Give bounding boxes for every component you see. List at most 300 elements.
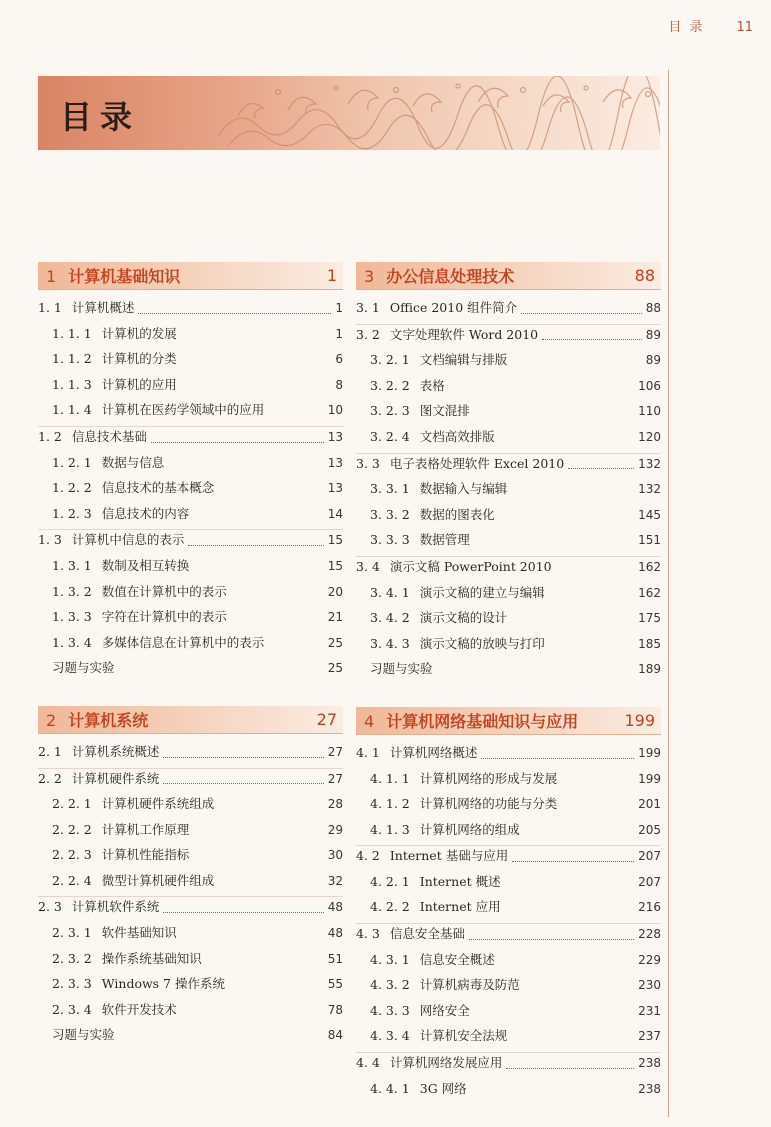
toc-subsection-entry[interactable] xyxy=(38,556,343,582)
chapter-heading-label xyxy=(46,264,180,287)
entry-page-number: 28 xyxy=(327,797,343,812)
entry-number: 3. 2. 1 xyxy=(370,352,410,368)
toc-subsection-entry[interactable] xyxy=(38,949,343,975)
entry-label xyxy=(370,1026,507,1044)
entry-label xyxy=(38,742,159,760)
entry-title: 表格 xyxy=(419,377,445,393)
toc-subsection-entry[interactable] xyxy=(38,582,343,608)
chapter-title: 计算机网络基础知识与应用 xyxy=(386,711,579,731)
entry-title: 数值在计算机中的表示 xyxy=(101,583,227,599)
entry-number: 4. 1. 1 xyxy=(370,770,410,786)
entry-label xyxy=(52,478,214,496)
entry-label xyxy=(356,325,538,343)
chapter-heading[interactable] xyxy=(356,262,661,290)
entry-label xyxy=(370,794,557,812)
entry-page-number: 15 xyxy=(327,558,343,573)
entry-page-number: 132 xyxy=(638,482,661,497)
chapter-number: 3 xyxy=(364,267,375,286)
toc-subsection-entry[interactable] xyxy=(38,794,343,820)
entry-number: 1. 1. 4 xyxy=(52,402,92,418)
entry-title: 微型计算机硬件组成 xyxy=(101,872,215,888)
toc-subsection-entry[interactable] xyxy=(356,427,661,453)
entry-page-number: 29 xyxy=(327,822,343,837)
toc-section-entry[interactable] xyxy=(356,1052,661,1079)
entry-number: 2. 3. 4 xyxy=(52,1001,92,1017)
entry-page-number: 13 xyxy=(327,455,343,470)
entry-title: 演示文稿的设计 xyxy=(419,610,508,626)
entry-title: 信息技术基础 xyxy=(71,428,147,444)
entry-page-number: 89 xyxy=(645,353,661,368)
entry-page-number: 199 xyxy=(638,745,661,760)
entry-page-number: 1 xyxy=(335,326,343,341)
entry-title: 操作系统基础知识 xyxy=(101,950,202,966)
entry-title: 计算机在医药学领域中的应用 xyxy=(101,402,265,418)
entry-label xyxy=(370,350,507,368)
entry-label xyxy=(52,794,214,812)
toc-section-entry[interactable] xyxy=(38,896,343,923)
entry-page-number: 132 xyxy=(638,456,661,471)
entry-page-number: 106 xyxy=(638,378,661,393)
toc-subsection-entry[interactable] xyxy=(356,608,661,634)
entry-page-number: 55 xyxy=(327,977,343,992)
entry-label xyxy=(370,1001,470,1019)
entry-page-number: 230 xyxy=(638,978,661,993)
entry-number: 1. 1. 1 xyxy=(52,325,92,341)
entry-title: Internet 应用 xyxy=(419,899,501,915)
entry-label xyxy=(52,504,189,522)
entry-page-number: 228 xyxy=(638,927,661,942)
entry-title: 多媒体信息在计算机中的表示 xyxy=(101,634,265,650)
chapter-heading[interactable] xyxy=(38,262,343,290)
entry-label xyxy=(370,376,445,394)
dot-leader xyxy=(506,1067,634,1069)
entry-title: 计算机病毒及防范 xyxy=(419,977,520,993)
page-title: 目录 xyxy=(60,98,141,136)
toc-subsection-entry[interactable] xyxy=(38,820,343,846)
chapter-page-number: 27 xyxy=(316,709,337,729)
entry-title: 信息安全基础 xyxy=(389,926,465,942)
dot-leader xyxy=(163,756,323,758)
entry-title: 计算机安全法规 xyxy=(419,1028,508,1044)
toc-subsection-entry[interactable] xyxy=(38,633,343,659)
entry-number: 1. 3. 4 xyxy=(52,634,92,650)
entry-page-number: 207 xyxy=(638,849,661,864)
entry-page-number: 78 xyxy=(327,1002,343,1017)
toc-section-entry[interactable] xyxy=(356,743,661,769)
entry-page-number: 145 xyxy=(638,507,661,522)
entry-number: 3. 2 xyxy=(356,326,380,342)
entry-page-number: 89 xyxy=(645,327,661,342)
entry-title: 软件开发技术 xyxy=(101,1001,177,1017)
running-head xyxy=(668,16,753,35)
entry-title: 计算机概述 xyxy=(71,300,135,315)
toc-subsection-entry[interactable] xyxy=(356,583,661,609)
chapter-heading-label xyxy=(46,708,148,731)
toc-subsection-entry[interactable] xyxy=(356,794,661,820)
entry-page-number: 30 xyxy=(327,848,343,863)
entry-label xyxy=(52,658,115,676)
entry-label xyxy=(370,659,433,677)
chapter-heading[interactable] xyxy=(38,706,343,734)
toc-column-right xyxy=(356,262,661,1104)
entry-label xyxy=(52,607,227,625)
entry-label xyxy=(356,298,517,316)
entry-number: 4. 3. 2 xyxy=(370,977,410,993)
entry-label xyxy=(52,375,177,393)
entry-title: 计算机中信息的表示 xyxy=(71,532,185,548)
toc-subsection-entry[interactable] xyxy=(38,845,343,871)
entry-title: 计算机网络的组成 xyxy=(419,821,520,837)
entry-label xyxy=(370,530,470,548)
toc-subsection-entry[interactable] xyxy=(356,1026,661,1052)
entry-number: 3. 4 xyxy=(356,558,380,574)
chapter-heading-label xyxy=(364,264,514,287)
entry-title: 演示文稿 PowerPoint 2010 xyxy=(389,558,552,574)
dot-leader xyxy=(521,312,642,314)
toc-subsection-entry[interactable] xyxy=(356,950,661,976)
entry-number: 2. 2 xyxy=(38,770,62,786)
entry-page-number: 151 xyxy=(638,533,661,548)
dot-leader xyxy=(542,338,642,340)
entry-title: 数据与信息 xyxy=(101,454,165,470)
entry-number: 4. 1 xyxy=(356,744,380,760)
toc-section-entry[interactable] xyxy=(356,923,661,950)
toc-column-left xyxy=(38,262,343,1051)
chapter-heading[interactable] xyxy=(356,707,661,735)
entry-page-number: 237 xyxy=(638,1029,661,1044)
entry-page-number: 21 xyxy=(327,610,343,625)
entry-label xyxy=(52,453,164,471)
entry-label xyxy=(52,349,177,367)
entry-number: 1. 3. 3 xyxy=(52,609,92,625)
entry-number: 4. 3. 3 xyxy=(370,1002,410,1018)
entry-title: Internet 基础与应用 xyxy=(389,848,509,864)
entry-label xyxy=(356,1053,502,1071)
toc-subsection-entry[interactable] xyxy=(356,479,661,505)
entry-page-number: 14 xyxy=(327,506,343,521)
toc-subsection-entry[interactable] xyxy=(38,504,343,530)
dot-leader xyxy=(568,467,634,469)
entry-title: 习题与实验 xyxy=(52,660,115,676)
entry-label xyxy=(52,871,214,889)
entry-page-number: 207 xyxy=(638,874,661,889)
entry-number: 1. 2. 3 xyxy=(52,505,92,521)
dot-leader xyxy=(163,911,323,913)
entry-number: 4. 4 xyxy=(356,1055,380,1071)
entry-number: 4. 3 xyxy=(356,926,380,942)
entry-title: 计算机软件系统 xyxy=(71,899,160,915)
entry-label xyxy=(52,1025,115,1043)
entry-page-number: 20 xyxy=(327,584,343,599)
entry-page-number: 6 xyxy=(335,352,343,367)
entry-label xyxy=(356,846,508,864)
entry-label xyxy=(38,298,134,316)
entry-title: 电子表格处理软件 Excel 2010 xyxy=(389,455,565,471)
running-head-title: 目 录 xyxy=(668,20,705,35)
entry-number: 2. 2. 2 xyxy=(52,821,92,837)
entry-page-number: 1 xyxy=(335,301,343,315)
entry-number: 1. 1. 3 xyxy=(52,376,92,392)
entry-title: 软件基础知识 xyxy=(101,925,177,941)
toc-subsection-entry[interactable] xyxy=(356,1079,661,1105)
toc-subsection-entry[interactable] xyxy=(356,1001,661,1027)
entry-page-number: 51 xyxy=(327,951,343,966)
entry-label xyxy=(52,556,189,574)
dot-leader xyxy=(469,938,634,940)
toc-subsection-entry[interactable] xyxy=(356,376,661,402)
chapter-number: 2 xyxy=(46,710,57,730)
chapter-page-number: 199 xyxy=(624,710,655,730)
chapter-title: 办公信息处理技术 xyxy=(386,267,515,286)
entry-title: 3G 网络 xyxy=(419,1080,467,1096)
entry-title: 计算机硬件系统 xyxy=(71,770,160,786)
entry-number: 2. 1 xyxy=(38,743,62,759)
entry-title: 计算机的分类 xyxy=(101,351,177,367)
entry-page-number: 216 xyxy=(638,900,661,915)
chapter-page-number: 88 xyxy=(634,266,655,285)
entry-label xyxy=(356,557,552,575)
entry-title: 习题与实验 xyxy=(370,661,433,677)
entry-number: 3. 2. 4 xyxy=(370,428,410,444)
page-edge-rule xyxy=(668,70,669,1117)
entry-title: 计算机网络的形成与发展 xyxy=(419,770,558,786)
entry-title: 数据管理 xyxy=(419,532,470,548)
entry-title: 数制及相互转换 xyxy=(101,557,190,573)
entry-title: 计算机硬件系统组成 xyxy=(101,796,215,812)
entry-title: 计算机性能指标 xyxy=(101,847,190,863)
entry-title: Internet 概述 xyxy=(419,873,501,889)
entry-title: 演示文稿的放映与打印 xyxy=(419,635,545,651)
entry-title: 信息技术的内容 xyxy=(101,505,190,521)
toc-section-entry[interactable] xyxy=(356,298,661,324)
entry-page-number: 162 xyxy=(638,559,661,574)
entry-title: 文档高效排版 xyxy=(419,428,495,444)
entry-page-number: 201 xyxy=(638,797,661,812)
entry-label xyxy=(52,582,227,600)
toc-subsection-entry[interactable] xyxy=(356,975,661,1001)
entry-number: 4. 1. 3 xyxy=(370,821,410,837)
toc-section-entry[interactable] xyxy=(38,742,343,768)
entry-page-number: 10 xyxy=(327,403,343,418)
entry-number: 1. 2. 1 xyxy=(52,454,92,470)
entry-page-number: 238 xyxy=(638,1081,661,1096)
wave-ornament xyxy=(218,76,660,150)
entry-page-number: 238 xyxy=(638,1056,661,1071)
entry-number: 1. 2 xyxy=(38,428,62,444)
entry-page-number: 27 xyxy=(327,771,343,786)
entry-number: 1. 3. 1 xyxy=(52,557,92,573)
entry-number: 3. 4. 2 xyxy=(370,610,410,626)
entry-page-number: 13 xyxy=(327,481,343,496)
entry-page-number: 199 xyxy=(638,771,661,786)
entry-label xyxy=(370,950,495,968)
entry-number: 4. 4. 1 xyxy=(370,1080,410,1096)
entry-page-number: 162 xyxy=(638,585,661,600)
running-head-page-number: 11 xyxy=(736,20,753,35)
entry-title: 字符在计算机中的表示 xyxy=(101,609,227,625)
entry-page-number: 229 xyxy=(638,952,661,967)
toc-subsection-entry[interactable] xyxy=(38,400,343,426)
entry-label xyxy=(370,769,557,787)
entry-page-number: 32 xyxy=(327,873,343,888)
toc-section-entry[interactable] xyxy=(356,556,661,583)
entry-page-number: 205 xyxy=(638,822,661,837)
toc-subsection-entry[interactable] xyxy=(38,453,343,479)
toc-subsection-entry[interactable] xyxy=(356,350,661,376)
entry-label xyxy=(370,583,545,601)
entry-number: 2. 2. 3 xyxy=(52,847,92,863)
toc-section-entry[interactable] xyxy=(38,298,343,324)
entry-label xyxy=(52,400,264,418)
entry-label xyxy=(370,401,470,419)
entry-number: 3. 4. 1 xyxy=(370,584,410,600)
toc-section-entry[interactable] xyxy=(38,529,343,556)
entry-title: 计算机的发展 xyxy=(101,325,177,341)
entry-title: Windows 7 操作系统 xyxy=(101,976,225,992)
entry-label xyxy=(370,505,495,523)
toc-subsection-entry[interactable] xyxy=(356,634,661,660)
entry-page-number: 15 xyxy=(327,533,343,548)
toc-section-entry[interactable] xyxy=(356,324,661,351)
entry-label xyxy=(52,633,264,651)
entry-label xyxy=(52,923,177,941)
chapter-gap xyxy=(356,685,661,707)
entry-title: 计算机网络的功能与分类 xyxy=(419,796,558,812)
entry-title: 文字处理软件 Word 2010 xyxy=(389,326,539,342)
toc-section-entry[interactable] xyxy=(38,768,343,795)
entry-title: 图文混排 xyxy=(419,403,470,419)
toc-subsection-entry[interactable] xyxy=(38,349,343,375)
dot-leader xyxy=(512,860,634,862)
toc-subsection-entry[interactable] xyxy=(356,769,661,795)
entry-page-number: 88 xyxy=(645,301,661,315)
toc-subsection-entry[interactable] xyxy=(38,658,343,684)
entry-number: 3. 3. 2 xyxy=(370,506,410,522)
entry-title: 计算机系统概述 xyxy=(71,743,160,759)
chapter-number: 4 xyxy=(364,711,375,731)
entry-label xyxy=(52,820,189,838)
toc-subsection-entry[interactable] xyxy=(356,530,661,556)
entry-number: 3. 4. 3 xyxy=(370,635,410,651)
chapter-title: 计算机基础知识 xyxy=(68,267,181,286)
entry-number: 2. 2. 4 xyxy=(52,872,92,888)
entry-label xyxy=(370,427,495,445)
chapter-page-number: 1 xyxy=(326,266,337,285)
entry-label xyxy=(370,897,501,915)
entry-page-number: 84 xyxy=(327,1028,343,1043)
entry-page-number: 110 xyxy=(638,404,661,419)
dot-leader xyxy=(188,544,323,546)
entry-title: 计算机网络发展应用 xyxy=(389,1055,503,1071)
toc-subsection-entry[interactable] xyxy=(38,324,343,350)
entry-label xyxy=(370,634,545,652)
toc-subsection-entry[interactable] xyxy=(356,505,661,531)
toc-section-entry[interactable] xyxy=(38,426,343,453)
chapter-heading-label xyxy=(364,709,578,732)
entry-label xyxy=(38,530,184,548)
toc-subsection-entry[interactable] xyxy=(356,897,661,923)
entry-number: 3. 3. 3 xyxy=(370,532,410,548)
toc-subsection-entry[interactable] xyxy=(38,1025,343,1051)
entry-number: 2. 3 xyxy=(38,899,62,915)
entry-number: 3. 3 xyxy=(356,455,380,471)
entry-page-number: 48 xyxy=(327,926,343,941)
entry-page-number: 25 xyxy=(327,661,343,676)
entry-label xyxy=(370,872,501,890)
entry-title: 信息安全概述 xyxy=(419,951,495,967)
entry-title: 计算机工作原理 xyxy=(101,821,190,837)
entry-label xyxy=(52,949,202,967)
entry-page-number: 8 xyxy=(335,377,343,392)
entry-number: 4. 1. 2 xyxy=(370,796,410,812)
entry-label xyxy=(38,769,159,787)
entry-title: 数据的图表化 xyxy=(419,506,495,522)
entry-number: 1. 1. 2 xyxy=(52,351,92,367)
toc-subsection-entry[interactable] xyxy=(38,375,343,401)
toc-subsection-entry[interactable] xyxy=(356,401,661,427)
entry-label xyxy=(38,427,147,445)
toc-subsection-entry[interactable] xyxy=(38,478,343,504)
entry-page-number: 13 xyxy=(327,429,343,444)
toc-subsection-entry[interactable] xyxy=(38,607,343,633)
toc-subsection-entry[interactable] xyxy=(38,871,343,897)
entry-label xyxy=(370,608,507,626)
entry-label xyxy=(370,820,520,838)
toc-section-entry[interactable] xyxy=(356,845,661,872)
chapter-gap xyxy=(38,684,343,706)
toc-subsection-entry[interactable] xyxy=(38,1000,343,1026)
entry-number: 4. 2 xyxy=(356,848,380,864)
entry-number: 4. 3. 1 xyxy=(370,951,410,967)
entry-title: 数据输入与编辑 xyxy=(419,481,508,497)
entry-page-number: 185 xyxy=(638,636,661,651)
dot-leader xyxy=(138,312,331,314)
entry-label xyxy=(370,1079,467,1097)
entry-number: 1. 2. 2 xyxy=(52,480,92,496)
entry-number: 3. 3. 1 xyxy=(370,481,410,497)
toc-subsection-entry[interactable] xyxy=(356,659,661,685)
entry-label xyxy=(52,845,189,863)
toc-subsection-entry[interactable] xyxy=(38,923,343,949)
toc-subsection-entry[interactable] xyxy=(356,872,661,898)
entry-number: 4. 2. 1 xyxy=(370,873,410,889)
entry-label xyxy=(356,743,477,761)
entry-title: 计算机网络概述 xyxy=(389,744,478,760)
entry-page-number: 27 xyxy=(327,744,343,759)
toc-subsection-entry[interactable] xyxy=(356,820,661,846)
entry-title: 演示文稿的建立与编辑 xyxy=(419,584,545,600)
entry-title: 文档编辑与排版 xyxy=(419,352,508,368)
entry-number: 1. 3 xyxy=(38,532,62,548)
toc-banner xyxy=(38,76,660,150)
entry-number: 1. 3. 2 xyxy=(52,583,92,599)
entry-label xyxy=(356,454,564,472)
entry-label xyxy=(52,1000,177,1018)
toc-section-entry[interactable] xyxy=(356,453,661,480)
entry-number: 2. 2. 1 xyxy=(52,796,92,812)
entry-number: 4. 3. 4 xyxy=(370,1028,410,1044)
toc-subsection-entry[interactable] xyxy=(38,974,343,1000)
entry-label xyxy=(356,924,465,942)
entry-label xyxy=(52,324,177,342)
entry-page-number: 120 xyxy=(638,429,661,444)
entry-label xyxy=(38,897,159,915)
entry-number: 3. 1 xyxy=(356,300,380,315)
dot-leader xyxy=(481,757,634,759)
entry-number: 2. 3. 2 xyxy=(52,950,92,966)
entry-page-number: 189 xyxy=(638,662,661,677)
entry-page-number: 48 xyxy=(327,900,343,915)
